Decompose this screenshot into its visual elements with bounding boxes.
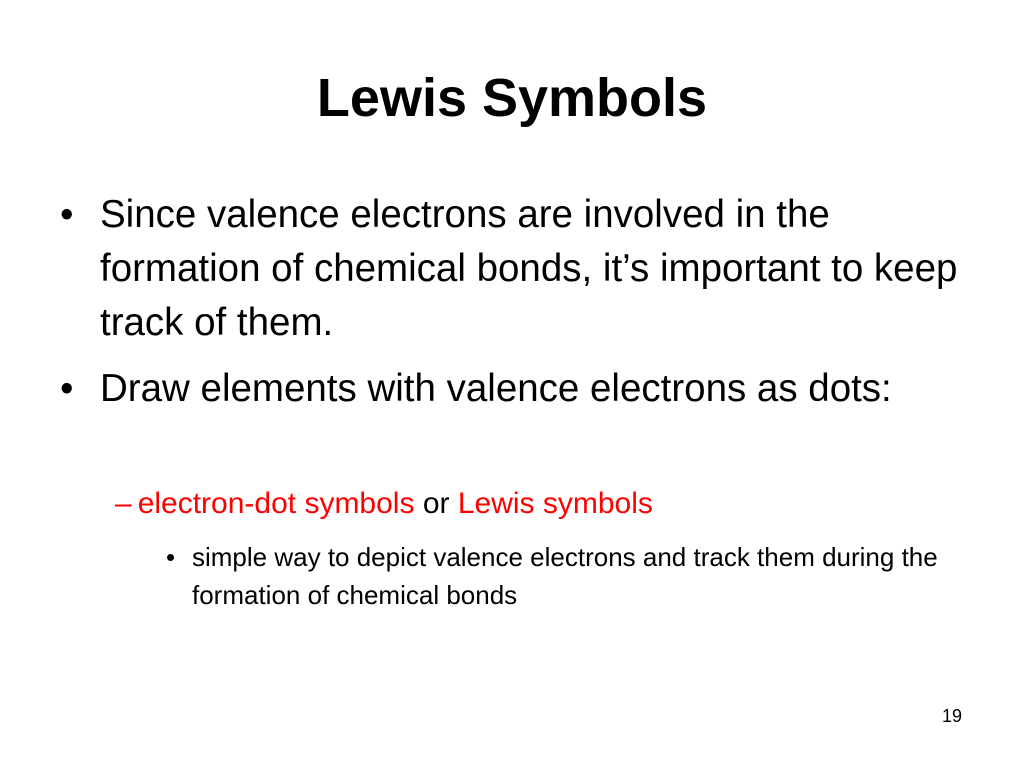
bullet-marker: • [60, 367, 74, 410]
sub-bullet-text [138, 482, 653, 526]
page-number: 19 [941, 706, 962, 726]
slide-title: Lewis Symbols [316, 68, 708, 128]
bullet-marker: • [60, 193, 74, 236]
term-electron-dot-symbols: electron-dot symbols [137, 487, 415, 520]
bullet-text: Since valence electrons are involved in the formation of chemical bonds, it’s important to keep track of them. [100, 193, 958, 344]
sub-sub-bullet-text: simple way to depict valence electrons and track them during the formation of chemical bonds [192, 542, 938, 610]
sub-sub-bullet-item [166, 538, 966, 614]
sub-bullet-marker: – [115, 487, 132, 520]
term-lewis-symbols: Lewis symbols [457, 487, 653, 520]
bullet-item [60, 362, 980, 416]
sub-sub-bullet-marker: • [166, 542, 176, 572]
bullet-item [60, 188, 980, 350]
term-connector: or [414, 487, 458, 520]
bullet-text: Draw elements with valence electrons as dots: [100, 367, 892, 410]
sub-bullet-item [115, 482, 975, 526]
